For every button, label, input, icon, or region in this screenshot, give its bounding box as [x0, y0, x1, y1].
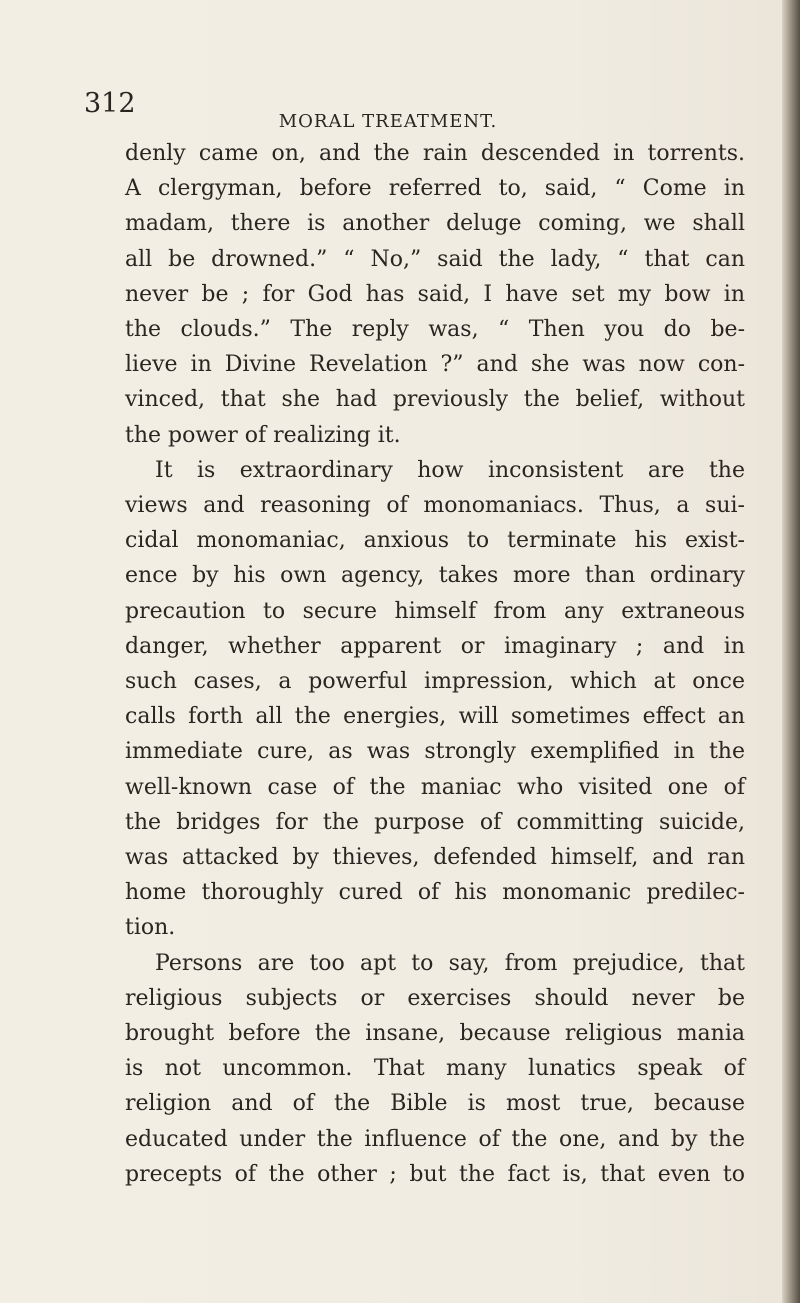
text-line: madam, there is another deluge coming, we shall: [125, 211, 745, 237]
page-binding-edge: [782, 0, 800, 1303]
text-line: religion and of the Bible is most true, because: [125, 1091, 745, 1117]
text-line: precaution to secure himself from any extraneous: [125, 598, 745, 624]
text-line: immediate cure, as was strongly exemplified in the: [125, 739, 745, 765]
text-line: educated under the influence of the one, and by the: [125, 1126, 745, 1152]
text-line: vinced, that she had previously the belief, without: [125, 387, 745, 413]
page-number: 312: [84, 88, 136, 119]
text-line: ence by his own agency, takes more than ordinary: [125, 563, 745, 589]
text-line: the clouds.” The reply was, “ Then you do be-: [125, 317, 745, 343]
running-title: MORAL TREATMENT.: [278, 111, 498, 132]
text-line: A clergyman, before referred to, said, “ Come in: [125, 176, 745, 202]
text-line: religious subjects or exercises should never be: [125, 985, 745, 1011]
text-line: calls forth all the energies, will sometimes effect an: [125, 704, 745, 730]
text-line: is not uncommon. That many lunatics speak of: [125, 1056, 745, 1082]
text-line: lieve in Divine Revelation ?” and she was now con-: [125, 352, 745, 378]
text-line: such cases, a powerful impression, which at once: [125, 669, 745, 695]
text-line: the bridges for the purpose of committing suicide,: [125, 809, 745, 835]
text-line: views and reasoning of monomaniacs. Thus, a sui-: [125, 493, 745, 519]
text-line: denly came on, and the rain descended in torrents.: [125, 141, 745, 166]
text-line: never be ; for God has said, I have set my bow in: [125, 281, 745, 307]
text-line: all be drowned.” “ No,” said the lady, “ that can: [125, 246, 745, 272]
text-line: home thoroughly cured of his monomanic predilec-: [125, 880, 745, 906]
text-line: It is extraordinary how inconsistent are the: [155, 457, 745, 483]
text-line: cidal monomaniac, anxious to terminate his exist-: [125, 528, 745, 554]
text-line: tion.: [125, 915, 176, 941]
text-line: was attacked by thieves, defended himself, and ran: [125, 845, 745, 871]
running-head: [0, 111, 800, 132]
body-text: [125, 136, 745, 1192]
text-line: the power of realizing it.: [125, 422, 401, 448]
text-line: precepts of the other ; but the fact is, that even to: [125, 1161, 745, 1187]
text-line: well-known case of the maniac who visited one of: [125, 774, 745, 800]
text-line: danger, whether apparent or imaginary ; and in: [125, 633, 745, 659]
text-line: brought before the insane, because religious mania: [125, 1021, 745, 1047]
text-line: Persons are too apt to say, from prejudice, that: [155, 950, 745, 976]
